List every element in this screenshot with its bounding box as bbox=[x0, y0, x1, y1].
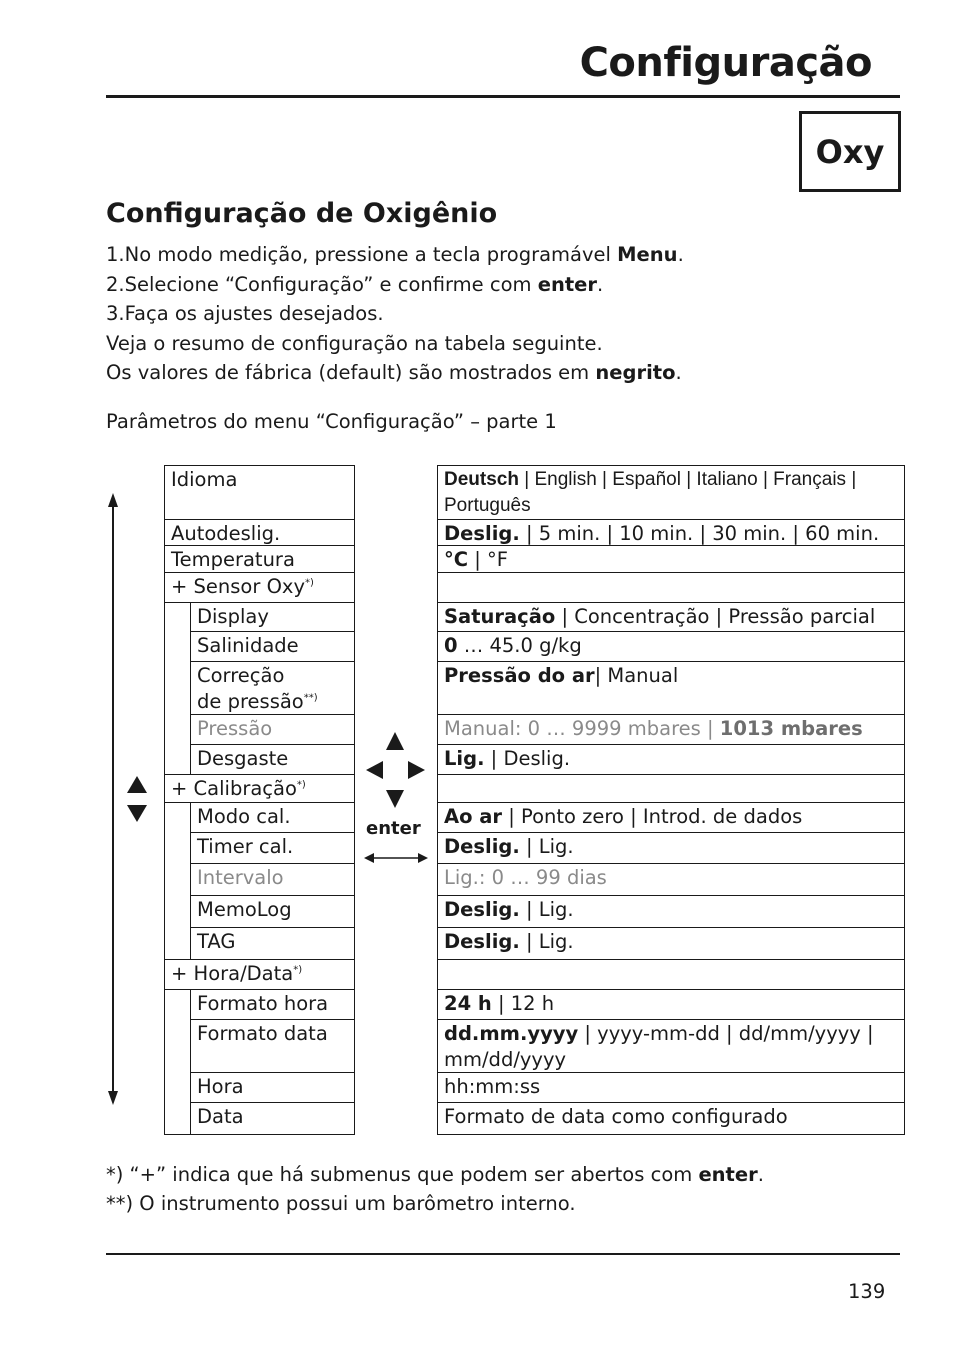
step-line-2 bbox=[106, 270, 684, 300]
menu-indent-cell bbox=[164, 927, 191, 960]
menu-item-label: Modo cal. bbox=[197, 805, 291, 828]
footnote-submenus bbox=[106, 1160, 764, 1189]
setting-values bbox=[437, 989, 905, 1020]
menu-indent-cell bbox=[164, 661, 191, 715]
menu-indent-cell bbox=[164, 895, 191, 928]
menu-item bbox=[190, 661, 355, 715]
menu-item-label: Idioma bbox=[171, 468, 238, 491]
oxy-badge: Oxy bbox=[799, 111, 901, 192]
option-values: … 45.0 g/kg bbox=[457, 634, 582, 657]
step-line-1-bold: Menu bbox=[617, 243, 678, 266]
menu-indent-cell bbox=[164, 602, 191, 632]
option-values: | °F bbox=[468, 548, 508, 571]
menu-item-label: Data bbox=[197, 1105, 244, 1128]
default-value: Deslig. bbox=[444, 930, 520, 953]
menu-item-label-line2: de pressão bbox=[197, 690, 304, 713]
step-line-4-text: Veja o resumo de configuração na tabela seguinte. bbox=[106, 331, 603, 355]
option-values: | Lig. bbox=[519, 930, 574, 953]
option-values: | yyyy-mm-dd | dd/mm/yyyy | mm/dd/yyyy bbox=[444, 1022, 874, 1071]
menu-indent-cell bbox=[164, 1102, 191, 1135]
footnote-line-end: . bbox=[757, 1163, 764, 1186]
menu-item-label: MemoLog bbox=[197, 898, 292, 921]
setting-values bbox=[437, 545, 905, 573]
menu-indent-cell bbox=[164, 989, 191, 1020]
menu-item-label: + Sensor Oxy bbox=[171, 575, 306, 598]
menu-item bbox=[190, 802, 355, 833]
menu-item-label: Salinidade bbox=[197, 634, 299, 657]
up-down-keys-icon bbox=[125, 774, 149, 824]
menu-item-label: Correção bbox=[197, 664, 285, 687]
menu-item bbox=[164, 959, 355, 990]
step-line-5-bold: negrito bbox=[595, 361, 676, 384]
menu-item bbox=[190, 631, 355, 662]
menu-item-label: Pressão bbox=[197, 717, 273, 740]
step-line-5-end: . bbox=[675, 361, 682, 384]
menu-item bbox=[164, 545, 355, 573]
menu-item bbox=[190, 1102, 355, 1135]
footnote-marker: *) bbox=[305, 577, 314, 589]
value-text: Manual: 0 … 9999 mbares | bbox=[444, 717, 720, 740]
menu-item bbox=[190, 744, 355, 775]
setting-values bbox=[437, 927, 905, 960]
default-value: Saturação bbox=[444, 605, 556, 628]
default-value: Pressão do ar bbox=[444, 664, 595, 687]
menu-item-label: Autodeslig. bbox=[171, 522, 281, 545]
step-line-1-text: 1.No modo medição, pressione a tecla programável bbox=[106, 243, 618, 266]
step-line-2-text: 2.Selecione “Configuração” e confirme com bbox=[106, 272, 538, 296]
menu-indent-cell bbox=[164, 1019, 191, 1073]
default-value: 24 h bbox=[444, 992, 492, 1015]
bottom-rule bbox=[106, 1253, 900, 1255]
menu-item-label: TAG bbox=[197, 930, 236, 953]
setting-values bbox=[437, 465, 905, 520]
footnote-line bbox=[106, 1160, 764, 1189]
default-value: Deslig. bbox=[444, 835, 520, 858]
option-values: | Ponto zero | Introd. de dados bbox=[502, 805, 803, 828]
menu-item-label: Temperatura bbox=[171, 548, 295, 571]
option-values: | Concentração | Pressão parcial bbox=[555, 605, 876, 628]
option-values: | Lig. bbox=[519, 898, 574, 921]
default-value: 0 bbox=[444, 634, 458, 657]
default-value: Lig. bbox=[444, 747, 485, 770]
menu-item bbox=[190, 927, 355, 960]
setting-values bbox=[437, 832, 905, 864]
default-value: °C bbox=[444, 548, 469, 571]
setting-values bbox=[437, 572, 905, 603]
step-line-5-text: Os valores de fábrica (default) são mostrados em bbox=[106, 361, 596, 384]
option-values: | 5 min. | 10 min. | 30 min. | 60 min. bbox=[519, 522, 880, 545]
step-line-4 bbox=[106, 329, 684, 359]
setting-values bbox=[437, 895, 905, 928]
menu-item bbox=[190, 1019, 355, 1073]
footnote-line bbox=[106, 1189, 576, 1218]
page-title: Configuração bbox=[579, 40, 872, 86]
default-value: Ao ar bbox=[444, 805, 503, 828]
menu-item-label: Intervalo bbox=[197, 866, 284, 889]
option-values: | Lig. bbox=[519, 835, 574, 858]
menu-item bbox=[190, 863, 355, 896]
menu-item bbox=[190, 602, 355, 632]
step-line-2-end: . bbox=[597, 272, 604, 296]
menu-item-label: Display bbox=[197, 605, 269, 628]
menu-item bbox=[190, 1072, 355, 1103]
menu-item bbox=[190, 714, 355, 745]
menu-item-label: Hora bbox=[197, 1075, 244, 1098]
instruction-steps bbox=[106, 240, 684, 388]
step-line-3 bbox=[106, 299, 684, 329]
menu-indent-cell bbox=[164, 832, 191, 864]
enter-key-label: enter bbox=[366, 818, 421, 839]
menu-item-label: Desgaste bbox=[197, 747, 289, 770]
menu-indent-cell bbox=[164, 631, 191, 662]
menu-indent-cell bbox=[164, 1072, 191, 1103]
menu-item bbox=[164, 519, 355, 546]
setting-values bbox=[437, 802, 905, 833]
step-line-2-bold: enter bbox=[537, 272, 598, 296]
menu-item bbox=[164, 774, 355, 803]
option-values: | Deslig. bbox=[484, 747, 571, 770]
menu-item bbox=[164, 465, 355, 520]
option-values: | English | Español | Italiano | Français | Português bbox=[444, 469, 857, 516]
footnote-marker: *) bbox=[293, 964, 303, 976]
menu-item-label: Formato hora bbox=[197, 992, 329, 1015]
step-line-1 bbox=[106, 240, 684, 270]
menu-indent-cell bbox=[164, 714, 191, 745]
menu-item-label: + Hora/Data bbox=[171, 962, 294, 985]
navigation-arrows-icon bbox=[358, 728, 434, 868]
option-values: | 12 h bbox=[491, 992, 555, 1015]
menu-item-label: Timer cal. bbox=[197, 835, 294, 858]
setting-values bbox=[437, 774, 905, 803]
setting-values bbox=[437, 1019, 905, 1073]
default-value: dd.mm.yyyy bbox=[444, 1022, 579, 1045]
scroll-range-arrow-icon bbox=[102, 493, 124, 1105]
value-text: Lig.: 0 … 99 dias bbox=[444, 866, 607, 889]
footnote-marker: **) bbox=[303, 692, 318, 704]
menu-item bbox=[190, 989, 355, 1020]
footnote-barometer bbox=[106, 1189, 576, 1218]
footnote-line-text: **) O instrumento possui um barômetro interno. bbox=[106, 1192, 576, 1215]
setting-values bbox=[437, 519, 905, 546]
setting-values bbox=[437, 714, 905, 745]
menu-item-label: + Calibração bbox=[171, 777, 297, 800]
menu-item-label: Formato data bbox=[197, 1022, 328, 1045]
setting-values bbox=[437, 744, 905, 775]
option-values: | Manual bbox=[594, 664, 679, 687]
table-caption: Parâmetros do menu “Configuração” – parte 1 bbox=[106, 410, 557, 433]
menu-item bbox=[190, 895, 355, 928]
default-value: Deslig. bbox=[444, 522, 520, 545]
section-heading: Configuração de Oxigênio bbox=[106, 198, 498, 229]
setting-values bbox=[437, 1072, 905, 1103]
setting-values bbox=[437, 661, 905, 715]
menu-item bbox=[190, 832, 355, 864]
setting-values bbox=[437, 959, 905, 990]
menu-item bbox=[164, 572, 355, 603]
step-line-1-end: . bbox=[677, 243, 684, 266]
setting-values bbox=[437, 863, 905, 896]
menu-indent-cell bbox=[164, 802, 191, 833]
default-value: Deutsch bbox=[444, 469, 519, 490]
title-rule bbox=[106, 95, 900, 98]
default-value: Deslig. bbox=[444, 898, 520, 921]
menu-indent-cell bbox=[164, 863, 191, 896]
step-line-5 bbox=[106, 358, 684, 388]
menu-indent-cell bbox=[164, 744, 191, 775]
default-value: 1013 mbares bbox=[719, 717, 863, 740]
setting-values bbox=[437, 1102, 905, 1135]
setting-values bbox=[437, 631, 905, 662]
option-values: hh:mm:ss bbox=[444, 1075, 541, 1098]
step-line-3-text: 3.Faça os ajustes desejados. bbox=[106, 302, 384, 325]
footnote-marker: *) bbox=[296, 779, 306, 791]
footnote-line-text: *) “+” indica que há submenus que podem ser abertos com bbox=[106, 1163, 699, 1186]
page-number: 139 bbox=[848, 1280, 886, 1303]
setting-values bbox=[437, 602, 905, 632]
option-values: Formato de data como configurado bbox=[444, 1105, 788, 1128]
footnote-line-bold: enter bbox=[698, 1163, 758, 1186]
